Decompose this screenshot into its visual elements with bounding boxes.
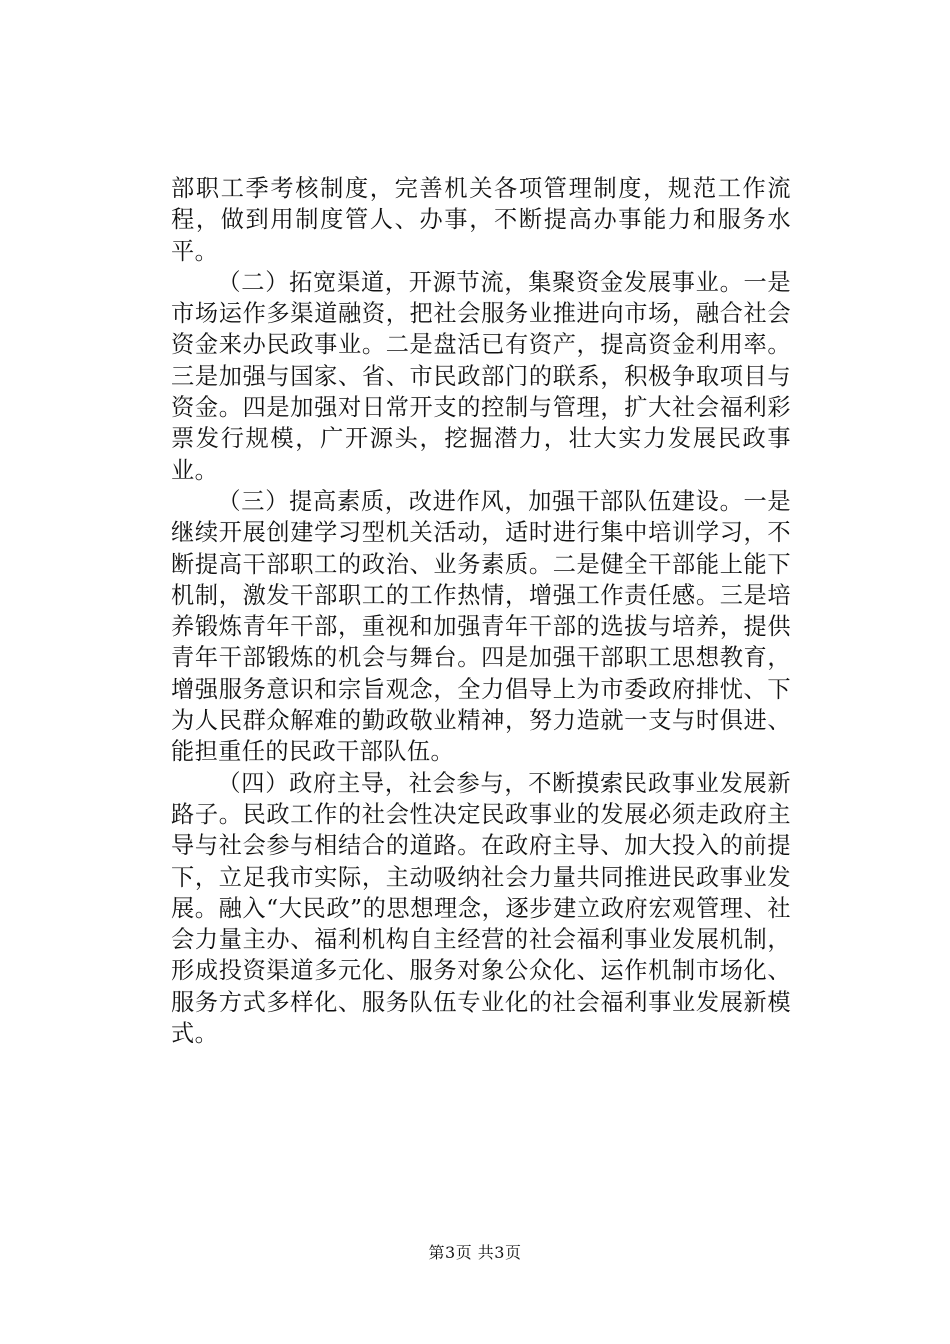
paragraph-continuation: 部职工季考核制度，完善机关各项管理制度，规范工作流程，做到用制度管人、办事，不断提高办事能力和服务水平。 <box>171 175 791 265</box>
paragraph-section-4: （四）政府主导，社会参与，不断摸索民政事业发展新路子。民政工作的社会性决定民政事业的发展必须走政府主导与社会参与相结合的道路。在政府主导、加大投入的前提下，立足我市实际，主动吸纳社会力量共同推进民政事业发展。融入“大民政”的思想理念，逐步建立政府宏观管理、社会力量主办、福利机构自主经营的社会福利事业发展机制，形成投资渠道多元化、服务对象公众化、运作机制市场化、服务方式多样化、服务队伍专业化的社会福利事业发展新模式。 <box>171 769 791 1048</box>
page-footer <box>0 1243 950 1263</box>
paragraph-section-2: （二）拓宽渠道，开源节流，集聚资金发展事业。一是市场运作多渠道融资，把社会服务业推进向市场，融合社会资金来办民政事业。二是盘活已有资产，提高资金利用率。三是加强与国家、省、市民政部门的联系，积极争取项目与资金。四是加强对日常开支的控制与管理，扩大社会福利彩票发行规模，广开源头，挖掘潜力，壮大实力发展民政事业。 <box>171 268 791 484</box>
document-body <box>171 173 791 1049</box>
paragraph-section-3: （三）提高素质，改进作风，加强干部队伍建设。一是继续开展创建学习型机关活动，适时进行集中培训学习，不断提高干部职工的政治、业务素质。二是健全干部能上能下机制，激发干部职工的工作热情，增强工作责任感。三是培养锻炼青年干部，重视和加强青年干部的选拔与培养，提供青年干部锻炼的机会与舞台。四是加强干部职工思想教育，增强服务意识和宗旨观念，全力倡导上为市委政府排忧、下为人民群众解难的勤政敬业精神，努力造就一支与时俱进、能担重任的民政干部队伍。 <box>171 487 791 766</box>
page-number-indicator: 第3页 共3页 <box>428 1243 522 1262</box>
